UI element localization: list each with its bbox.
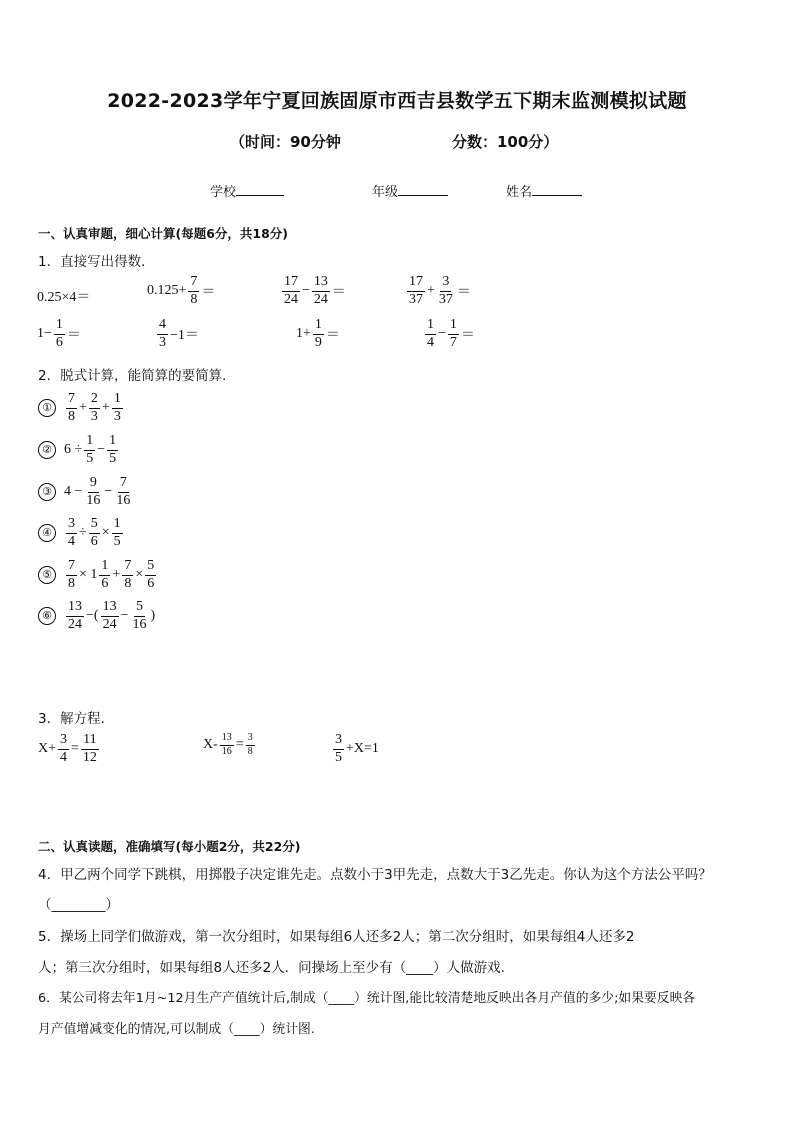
numerator: 17 (282, 275, 300, 292)
calc-item-g (296, 318, 340, 350)
numerator: 4 (157, 318, 168, 335)
calc-g-pre: 1+ (296, 326, 311, 342)
fraction (333, 733, 344, 765)
numerator: 7 (66, 559, 77, 576)
denominator: 8 (68, 575, 75, 591)
item-number-6: ⑥ (38, 607, 56, 625)
denominator: 5 (113, 533, 121, 549)
calc-h-post: ＝ (460, 328, 475, 344)
numerator: 1 (425, 318, 436, 335)
fraction (282, 275, 300, 307)
denominator: 16 (86, 492, 101, 508)
fraction (66, 600, 84, 632)
numerator: 11 (81, 733, 98, 750)
item-number-1: ① (38, 399, 56, 417)
numerator: 7 (118, 476, 129, 493)
operator: + (427, 283, 435, 299)
numerator: 1 (448, 318, 459, 335)
fraction (84, 434, 95, 466)
expr-4 (38, 517, 125, 549)
expr-6 (38, 600, 155, 632)
calc-item-b (147, 275, 215, 307)
operator: − (104, 484, 113, 500)
question-3-prompt: 3．解方程． (38, 711, 115, 727)
eq1-pre: X+ (38, 741, 57, 757)
school-field (210, 181, 284, 200)
grade-blank[interactable] (398, 183, 448, 196)
numerator: 13 (101, 600, 119, 617)
calc-b-post: ＝ (201, 285, 216, 301)
denominator: 3 (113, 408, 121, 424)
fraction (437, 275, 455, 307)
calc-item-f (155, 318, 199, 350)
numerator: 7 (122, 559, 133, 576)
section-2-heading: 二、认真读题，准确填写(每小题2分，共22分) (38, 839, 301, 854)
fraction (89, 517, 100, 549)
operator: × (135, 567, 144, 583)
operator: ) (150, 608, 156, 624)
question-6-line-2: 月产值增减变化的情况,可以制成（____）统计图. (38, 1022, 315, 1037)
question-5-line-2: 人；第三次分组时，如果每组8人还多2人．问操场上至少有（____）人做游戏. (38, 960, 505, 976)
operator: + (101, 400, 110, 416)
fraction (99, 559, 110, 591)
school-blank[interactable] (236, 183, 284, 196)
denominator: 24 (284, 291, 298, 307)
denominator: 3 (90, 408, 98, 424)
fraction (112, 517, 123, 549)
numerator: 1 (54, 318, 65, 335)
numerator: 1 (112, 517, 123, 534)
denominator: 16 (221, 745, 232, 757)
calc-b-pre: 0.125+ (147, 283, 187, 299)
fraction (425, 318, 436, 350)
expr-2 (38, 434, 120, 466)
operator: − (97, 442, 106, 458)
name-blank[interactable] (532, 183, 582, 196)
item-number-5: ⑤ (38, 566, 56, 584)
question-6-line-1: 6．某公司将去年1月~12月生产产值统计后,制成（____）统计图,能比较清楚地反映出各月产值的多少;如果要反映各 (38, 991, 696, 1006)
denominator: 12 (82, 749, 97, 765)
fraction (58, 733, 69, 765)
question-4-line-1: 4．甲乙两个同学下跳棋，用掷骰子决定谁先走。点数小于3甲先走，点数大于3乙先走。你认为这个方法公平吗？ (38, 867, 712, 883)
equation-2 (203, 733, 257, 757)
operator: − (302, 283, 310, 299)
name-label: 姓名 (506, 185, 533, 200)
numerator: 7 (188, 275, 199, 292)
fraction (407, 275, 425, 307)
operator: × (101, 525, 110, 541)
denominator: 4 (427, 334, 434, 350)
denominator: 24 (68, 616, 82, 632)
numerator: 17 (407, 275, 425, 292)
numerator: 3 (246, 733, 255, 746)
expr-2-pre: 6 ÷ (64, 442, 83, 458)
item-number-2: ② (38, 441, 56, 459)
calc-a-text: 0.25×4＝ (37, 290, 91, 305)
calc-e-pre: 1− (37, 326, 52, 342)
denominator: 24 (102, 616, 117, 632)
equation-1 (38, 733, 101, 765)
numerator: 2 (89, 392, 100, 409)
fraction (101, 600, 119, 632)
denominator: 6 (55, 334, 63, 350)
calc-d-post: ＝ (456, 285, 471, 301)
denominator: 16 (116, 492, 131, 508)
denominator: 6 (101, 575, 109, 591)
operator: × 1 (79, 567, 98, 583)
fraction (89, 392, 100, 424)
fraction (66, 559, 77, 591)
fraction (84, 476, 102, 508)
fraction (112, 392, 123, 424)
denominator: 8 (247, 745, 253, 757)
expr-3-pre: 4 − (64, 484, 83, 500)
numerator: 3 (66, 517, 77, 534)
fraction (188, 275, 199, 307)
item-number-4: ④ (38, 524, 56, 542)
grade-label: 年级 (372, 185, 399, 200)
name-field (506, 181, 582, 200)
calc-item-h (423, 318, 475, 350)
calc-item-d (405, 275, 471, 307)
denominator: 24 (313, 291, 328, 307)
denominator: 5 (335, 749, 342, 765)
calc-item-e (37, 318, 81, 350)
numerator: 3 (440, 275, 451, 292)
denominator: 5 (86, 450, 94, 466)
eq1-equals: = (71, 741, 79, 757)
numerator: 1 (313, 318, 324, 335)
school-label: 学校 (210, 185, 237, 200)
numerator: 3 (333, 733, 344, 750)
eq2-pre: X- (203, 737, 218, 752)
exam-time: （时间：90分钟 (230, 133, 341, 151)
denominator: 7 (449, 334, 457, 350)
grade-field (372, 181, 448, 200)
fraction (220, 733, 234, 757)
denominator: 6 (147, 575, 155, 591)
denominator: 8 (124, 575, 132, 591)
question-2-prompt: 2．脱式计算，能简算的要简算． (38, 368, 236, 384)
numerator: 1 (107, 434, 118, 451)
denominator: 6 (90, 533, 98, 549)
numerator: 7 (66, 392, 77, 409)
operator: + (79, 400, 87, 416)
operator: − (438, 326, 446, 342)
expr-3 (38, 476, 134, 508)
calc-g-post: ＝ (325, 328, 340, 344)
fraction (114, 476, 132, 508)
operator: ÷ (79, 525, 87, 541)
denominator: 9 (314, 334, 322, 350)
item-number-3: ③ (38, 483, 56, 501)
expr-5 (38, 559, 158, 591)
page-title: 2022-2023学年宁夏回族固原市西吉县数学五下期末监测模拟试题 (107, 90, 687, 112)
question-4-answer-blank[interactable]: （________） (38, 897, 119, 913)
fraction (66, 392, 77, 424)
denominator: 4 (60, 749, 68, 765)
operator: + (112, 567, 121, 583)
numerator: 13 (220, 733, 234, 746)
denominator: 8 (190, 291, 198, 307)
numerator: 3 (58, 733, 69, 750)
fraction (145, 559, 156, 591)
fraction (157, 318, 168, 350)
question-1-prompt: 1．直接写出得数． (38, 254, 155, 270)
numerator: 13 (66, 600, 84, 617)
operator: −( (86, 608, 99, 624)
denominator: 37 (438, 291, 453, 307)
numerator: 1 (112, 392, 123, 409)
numerator: 5 (134, 600, 145, 617)
fraction (130, 600, 148, 632)
fraction (66, 517, 77, 549)
calc-item-a (37, 286, 90, 306)
numerator: 5 (89, 517, 100, 534)
exam-score: 分数：100分） (452, 133, 559, 151)
denominator: 16 (132, 616, 147, 632)
eq3-post: +X=1 (346, 741, 379, 757)
expr-1 (38, 392, 125, 424)
denominator: 4 (68, 533, 75, 549)
fraction (122, 559, 133, 591)
denominator: 37 (409, 291, 423, 307)
fraction (81, 733, 99, 765)
fraction (312, 275, 330, 307)
section-1-heading: 一、认真审题，细心计算(每题6分，共18分) (38, 226, 289, 241)
question-5-line-1: 5．操场上同学们做游戏，第一次分组时，如果每组6人还多2人；第二次分组时，如果每组4人还多2 (38, 929, 635, 945)
calc-f-post: −1＝ (170, 328, 199, 344)
numerator: 9 (88, 476, 99, 493)
numerator: 5 (145, 559, 156, 576)
fraction (313, 318, 324, 350)
numerator: 1 (99, 559, 110, 576)
denominator: 8 (68, 408, 75, 424)
fraction (246, 733, 255, 757)
numerator: 13 (312, 275, 330, 292)
calc-item-c (280, 275, 346, 307)
calc-e-post: ＝ (66, 328, 81, 344)
fraction (107, 434, 118, 466)
numerator: 1 (84, 434, 95, 451)
operator: − (120, 608, 129, 624)
calc-c-post: ＝ (331, 285, 346, 301)
denominator: 5 (109, 450, 117, 466)
denominator: 3 (159, 334, 166, 350)
equation-3 (331, 733, 379, 765)
fraction (448, 318, 459, 350)
eq2-equals: = (235, 737, 244, 752)
fraction (54, 318, 65, 350)
